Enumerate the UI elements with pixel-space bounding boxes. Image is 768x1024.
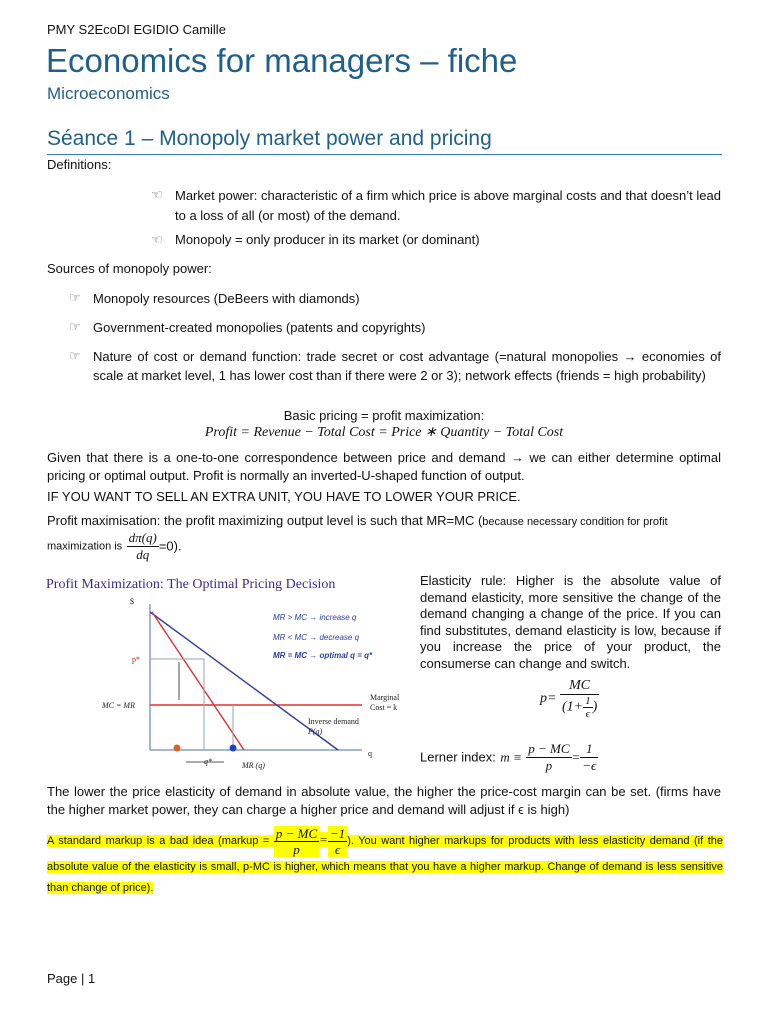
definition-item: Market power: characteristic of a firm which price is above marginal costs and that doesn’t lead to a loss of all (or most) of the demand. [175, 188, 721, 223]
definition-item: Monopoly = only producer in its market (or dominant) [175, 232, 480, 247]
price-formula-lhs: p= [540, 691, 557, 706]
profit-max-small: because necessary condition for profit [482, 516, 668, 528]
derivative-tail: =0). [158, 538, 182, 554]
section-title: Séance 1 – Monopoly market power and pricing [47, 127, 492, 150]
profit-max-diagram [46, 572, 412, 772]
lerner-denominator: p [545, 758, 553, 773]
price-formula-numerator: MC [560, 678, 599, 695]
p-star-label: p* [132, 655, 140, 664]
x-axis-label: q [368, 749, 372, 758]
markup-numerator: p − MC [275, 826, 318, 841]
marginal-revenue-line [152, 612, 244, 750]
lerner-label: Lerner index: [420, 749, 496, 765]
inverse-demand-label: Inverse demand [308, 717, 359, 726]
lerner-rhs-denominator: −ϵ [582, 758, 597, 773]
hand-bullet-icon: ☜ [151, 187, 163, 202]
inner-fraction [583, 695, 593, 720]
y-axis-label: $ [130, 597, 134, 606]
rule-increase: MR > MC → increase q [273, 613, 357, 622]
marginal-cost-label: Marginal [370, 693, 400, 702]
source-item: Monopoly resources (DeBeers with diamonds) [93, 291, 360, 306]
section-divider [47, 154, 722, 155]
price-formula-den-close: ) [592, 699, 598, 715]
orange-point [174, 745, 181, 752]
pointing-hand-icon: ☞ [69, 319, 81, 334]
definitions-label: Definitions: [47, 157, 112, 172]
pointing-hand-icon: ☞ [69, 290, 81, 305]
document-title: Economics for managers – fiche [46, 42, 518, 79]
rule-decrease: MR < MC → decrease q [273, 633, 360, 642]
lerner-m: m ≡ [500, 749, 522, 765]
lerner-rhs-numerator: 1 [580, 741, 598, 758]
rule-optimal: MR = MC → optimal q = q* [273, 651, 373, 660]
derivative-numerator: dπ(q) [128, 530, 157, 545]
profit-formula: Profit = Revenue − Total Cost = Price ∗ Quantity − Total Cost [204, 425, 564, 440]
pricing-paragraph: Given that there is a one-to-one correspondence between price and demand → we can either determine optimal pricing or optimal output. Profit is normally an inverted-U-shaped function of output. [47, 450, 721, 483]
inverse-demand-label-2: P(q) [308, 727, 323, 736]
price-formula [540, 678, 599, 720]
markup-denominator: p [293, 842, 300, 857]
mr-label: MR (q) [242, 761, 265, 770]
lerner-fraction [526, 741, 571, 774]
markup-rhs-numerator: −1 [329, 826, 346, 841]
source-item: Government-created monopolies (patents and copyrights) [93, 320, 426, 335]
lerner-equals: = [571, 749, 581, 765]
markup-highlight-start: A standard markup is a bad idea (markup = [47, 835, 274, 848]
derivative-prefix: maximization is [47, 540, 123, 553]
pricing-heading: Basic pricing = profit maximization: [283, 408, 485, 423]
source-item: Nature of cost or demand function: trade secret or cost advantage (=natural monopolies → economies of scale at market level, 1 has lower cost than if there were 2 or 3); network effects (friends = high probability) [93, 349, 721, 383]
profit-max-text: Profit maximisation: the profit maximizing output level is such that MR=MC ( [47, 513, 483, 528]
markup-fraction [274, 826, 319, 857]
profit-max-line [47, 512, 727, 531]
document-header: PMY S2EcoDI EGIDIO Camille [47, 22, 226, 37]
markup-rhs-denominator: ϵ [334, 842, 341, 857]
price-formula-denominator [560, 695, 599, 720]
figure-title: Profit Maximization: The Optimal Pricing Decision [46, 577, 336, 592]
highlighted-paragraph [47, 826, 723, 899]
markup-highlight-end: ). You want higher markups for products with less elasticity demand (if the absolute value of the elasticity is small, p-MC is higher, which means that you have a higher markup. Change of demand is less sensitive than change of price). [47, 835, 723, 894]
price-formula-den-open: (1+ [561, 699, 584, 715]
caps-statement: IF YOU WANT TO SELL AN EXTRA UNIT, YOU HAVE TO LOWER YOUR PRICE. [47, 489, 521, 504]
lerner-rhs-fraction [580, 741, 598, 774]
derivative-fraction [127, 530, 159, 563]
profit-max-figure [46, 572, 412, 772]
hand-bullet-icon: ☜ [151, 232, 163, 247]
document-subtitle: Microeconomics [47, 84, 170, 103]
conclusion-paragraph: The lower the price elasticity of demand in absolute value, the higher the price-cost margin can be set. (firms have the higher market power, they can charge a higher price and demand will adjust if ϵ is high) [47, 784, 721, 817]
sources-label: Sources of monopoly power: [47, 261, 212, 276]
mc-mr-label: MC = MR [102, 701, 135, 710]
inner-denominator: ϵ [585, 708, 591, 720]
lerner-numerator: p − MC [528, 741, 570, 756]
q-star-label: q* [204, 757, 212, 766]
lerner-line [420, 741, 598, 774]
marginal-cost-label-2: Cost = k [370, 703, 398, 712]
page-number: Page | 1 [47, 971, 96, 986]
derivative-denominator: dq [136, 547, 150, 562]
derivative-line [47, 530, 182, 563]
blue-point [230, 745, 237, 752]
markup-rhs-fraction [328, 826, 347, 857]
elasticity-rule: Elasticity rule: Higher is the absolute value of demand elasticity, more sensitive the change of the demand changing a change of the price. If you can find substitutes, demand elasticity is low, because if you increase the price of your product, the consumerse can change and switch. [420, 573, 721, 671]
markup-equals: = [319, 832, 328, 848]
inner-numerator: 1 [585, 695, 591, 707]
pointing-hand-icon: ☞ [69, 348, 81, 363]
price-formula-fraction [560, 678, 599, 720]
